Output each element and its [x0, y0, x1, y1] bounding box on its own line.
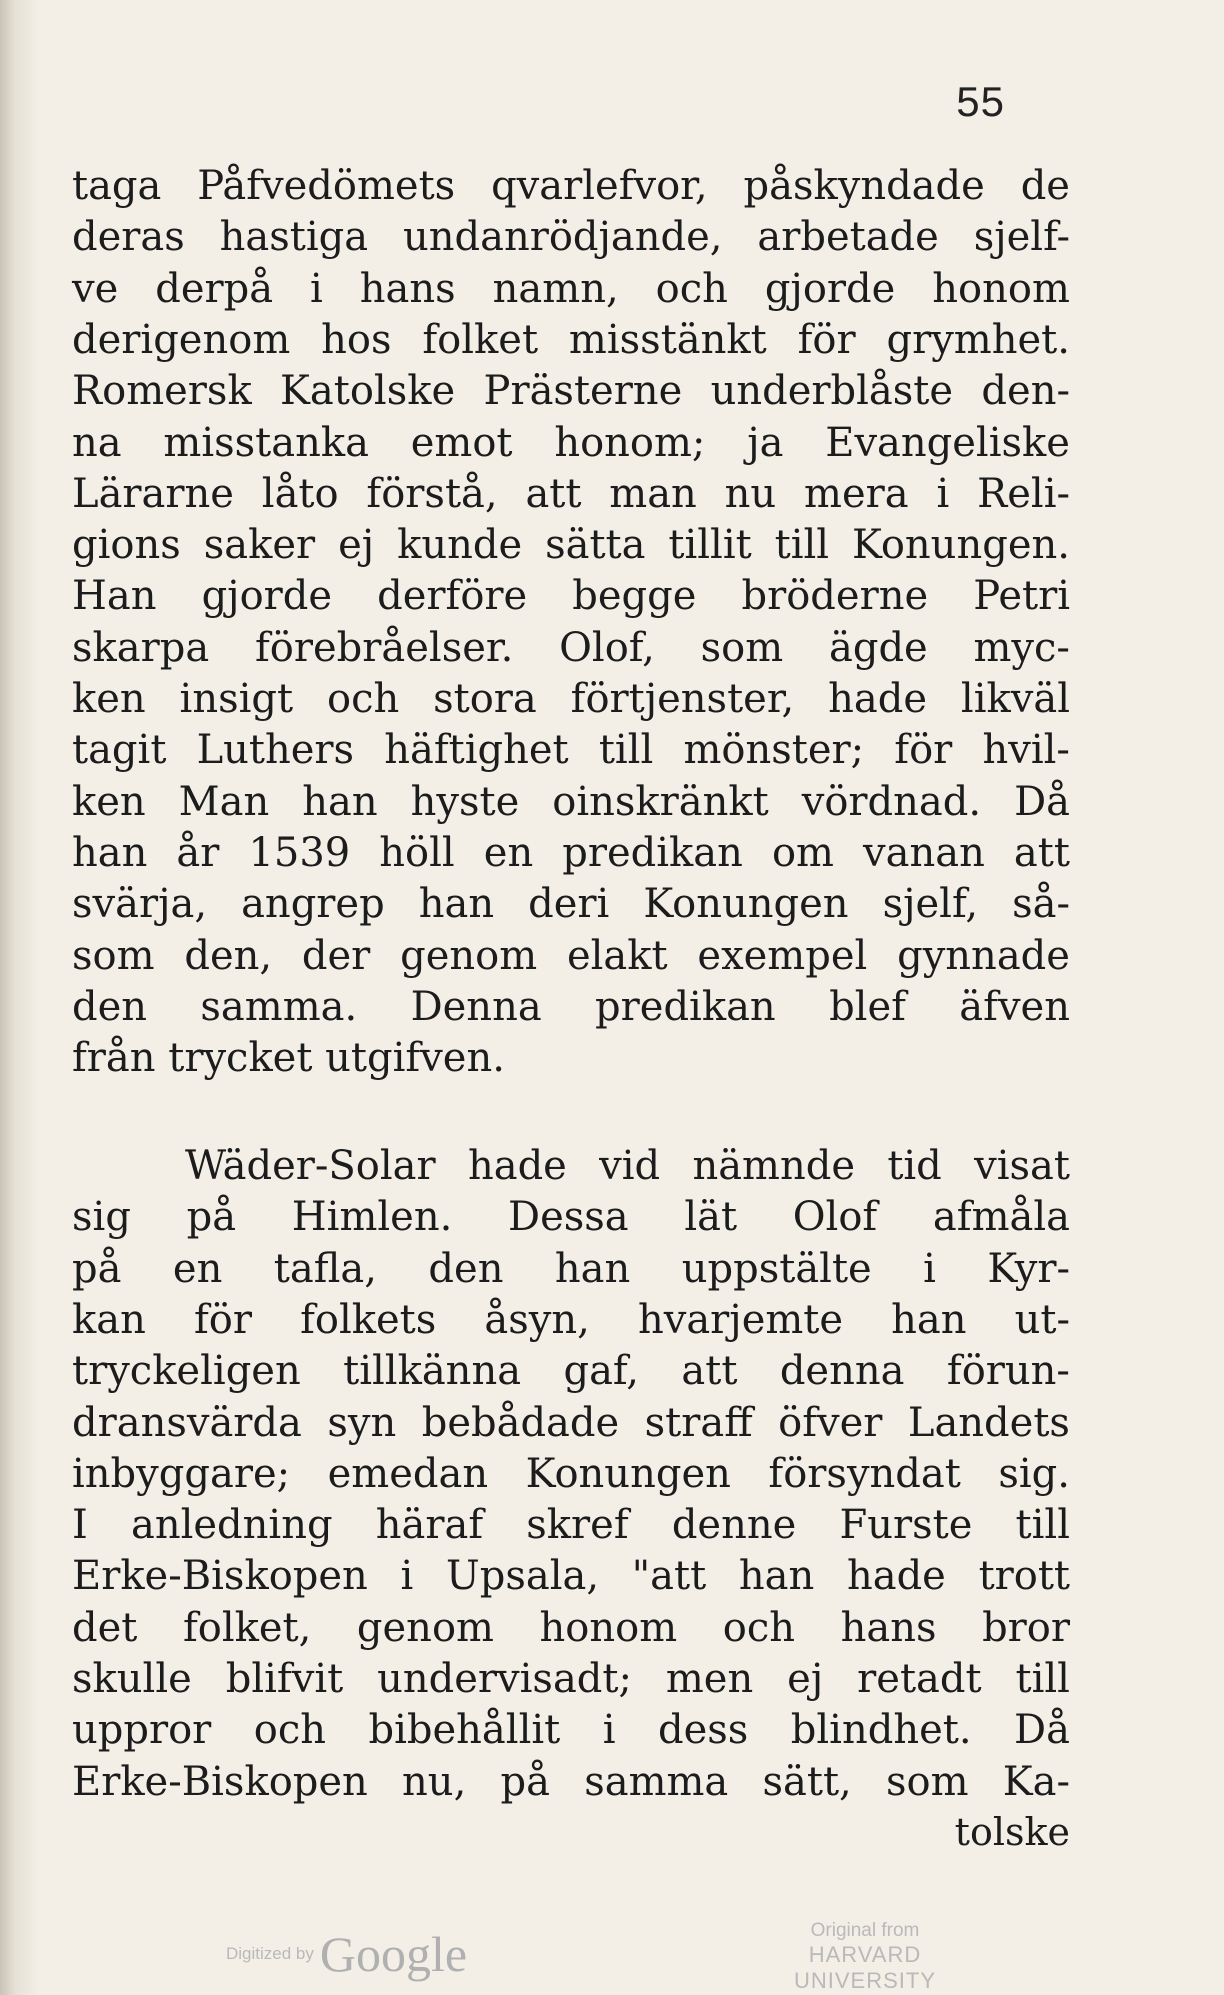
text-line: kan för folkets åsyn, hvarjemte han ut- — [72, 1296, 1070, 1343]
text-line: inbyggare; emedan Konungen försyndat sig. — [72, 1450, 1070, 1497]
catchword: tolske — [954, 1810, 1070, 1854]
text-line: gions saker ej kunde sätta tillit till Konungen. — [72, 522, 1070, 569]
original-from-label: Original from — [810, 1920, 920, 1941]
text-line: Erke-Biskopen i Upsala, "att han hade trott — [72, 1553, 1070, 1600]
text-line: ken insigt och stora förtjenster, hade likväl — [72, 676, 1070, 722]
page-number: 55 — [956, 78, 1005, 125]
page-edge-shadow — [0, 0, 40, 1995]
text-line: dransvärda syn bebådade straff öfver Landets — [72, 1399, 1070, 1446]
text-line: derigenom hos folket misstänkt för grymhet. — [72, 316, 1070, 363]
text-line: svärja, angrep han deri Konungen sjelf, så- — [72, 881, 1070, 928]
text-line: tagit Luthers häftighet till mönster; för hvil- — [72, 727, 1070, 774]
text-line: Erke-Biskopen nu, på samma sätt, som Ka- — [72, 1758, 1070, 1805]
text-line: den samma. Denna predikan blef äfven — [72, 983, 1070, 1030]
harvard-university-label: HARVARD UNIVERSITY — [793, 1942, 937, 1993]
digitized-by-google-watermark — [226, 1925, 467, 1983]
text-line: ken Man han hyste oinskränkt vördnad. Då — [72, 778, 1070, 825]
google-logo: Google — [319, 1926, 468, 1982]
text-line: på en tafla, den han uppstälte i Kyr- — [72, 1245, 1070, 1292]
text-line: skarpa förebråelser. Olof, som ägde myc- — [72, 624, 1070, 671]
text-line: I anledning häraf skref denne Furste till — [72, 1502, 1070, 1549]
text-line: från trycket utgifven. — [72, 1035, 505, 1082]
text-line: tryckeligen tillkänna gaf, att denna förun- — [72, 1348, 1070, 1395]
digitized-by-label: Digitized by — [226, 1944, 314, 1963]
original-from-watermark — [735, 1920, 995, 1994]
text-line: ve derpå i hans namn, och gjorde honom — [72, 265, 1070, 312]
text-line: taga Påfvedömets qvarlefvor, påskyndade de — [72, 163, 1070, 209]
text-line: skulle blifvit undervisadt; men ej retadt till — [72, 1656, 1070, 1702]
text-line: han år 1539 höll en predikan om vanan att — [72, 829, 1070, 876]
text-line: Wäder-Solar hade vid nämnde tid visat — [185, 1143, 1070, 1189]
text-line: det folket, genom honom och hans bror — [72, 1604, 1070, 1651]
text-line: sig på Himlen. Dessa lät Olof afmåla — [72, 1194, 1070, 1241]
text-line: na misstanka emot honom; ja Evangeliske — [72, 419, 1070, 466]
text-line: deras hastiga undanrödjande, arbetade sjelf- — [72, 214, 1070, 261]
text-line: som den, der genom elakt exempel gynnade — [72, 932, 1070, 979]
text-line: Han gjorde derföre begge bröderne Petri — [72, 573, 1070, 620]
text-line: uppror och bibehållit i dess blindhet. Då — [72, 1707, 1070, 1754]
text-line: Lärarne låto förstå, att man nu mera i Reli- — [72, 470, 1070, 517]
text-line: Romersk Katolske Prästerne underblåste den- — [72, 368, 1070, 415]
